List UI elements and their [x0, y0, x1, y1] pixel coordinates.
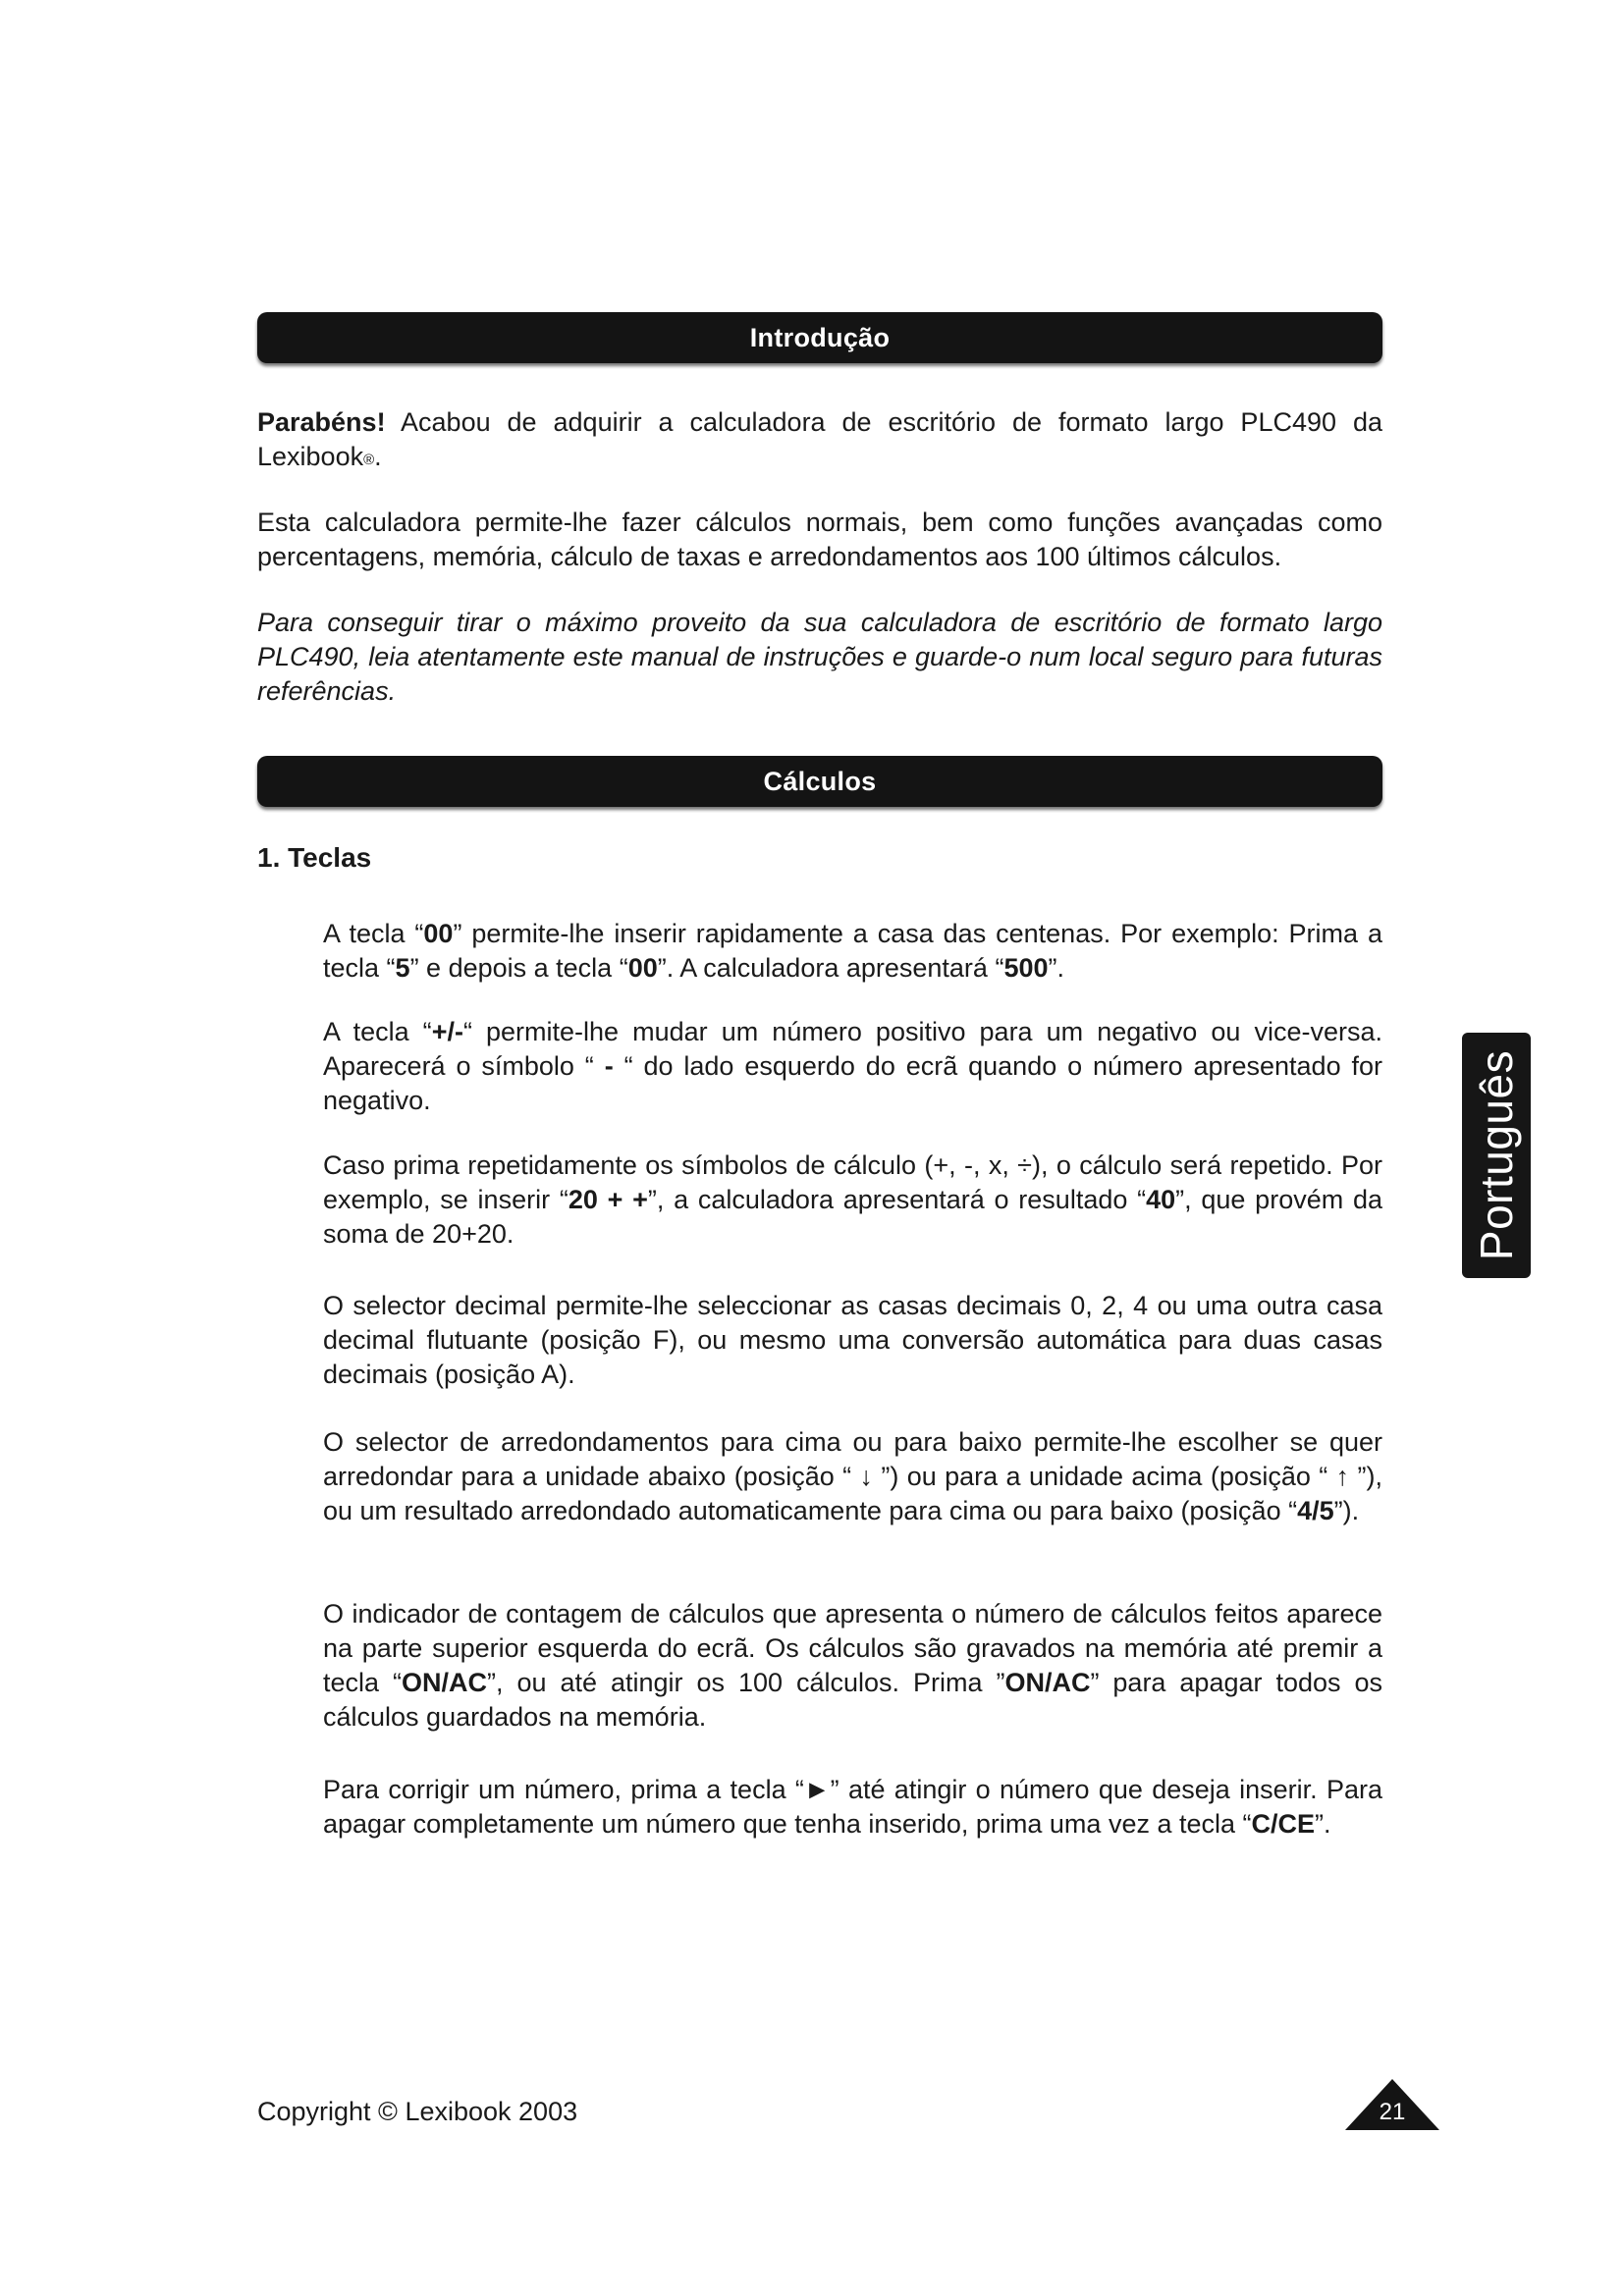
section-header-calculos	[257, 756, 1382, 807]
intro-paragraph-3: Para conseguir tirar o máximo proveito da sua calculadora de escritório de formato largo PLC490, leia atentamente este manual de instruções e guarde-o num local seguro para futuras referências.	[257, 608, 1382, 706]
intro-paragraph-1	[257, 405, 1382, 477]
keys-paragraph-5: O selector de arredondamentos para cima ou para baixo permite-lhe escolher se quer arredondar para a unidade abaixo (posição “ ↓ ”) ou para a unidade acima (posição “ ↑ ”), ou um resultado arredondado automaticamente para cima ou para baixo (posição “4/5”).	[323, 1427, 1382, 1525]
section-title: Cálculos	[763, 766, 877, 796]
intro-end: .	[374, 442, 382, 471]
footer-copyright: Copyright © Lexibook 2003	[257, 2097, 578, 2126]
language-tab	[1462, 1033, 1531, 1278]
keys-paragraph-7: Para corrigir um número, prima a tecla “►” até atingir o número que deseja inserir. Para apagar completamente um número que tenha inserido, prima uma vez a tecla “C/CE”.	[323, 1775, 1383, 1839]
subheading-teclas: 1. Teclas	[257, 842, 372, 873]
language-label: Português	[1471, 1049, 1522, 1261]
keys-paragraph-4: O selector decimal permite-lhe seleccionar as casas decimais 0, 2, 4 ou uma outra casa decimal flutuante (posição F), ou mesmo uma conversão automática para duas casas decimais (posição A).	[323, 1291, 1382, 1389]
section-title: Introdução	[749, 322, 891, 352]
intro-paragraph-2: Esta calculadora permite-lhe fazer cálculos normais, bem como funções avançadas como percentagens, memória, cálculo de taxas e arredondamentos aos 100 últimos cálculos.	[257, 507, 1382, 571]
intro-text: Acabou de adquirir a calculadora de escritório de formato largo PLC490 da Lexibook	[257, 407, 1382, 471]
registered-mark: ®	[363, 452, 375, 468]
keys-paragraph-6: O indicador de contagem de cálculos que apresenta o número de cálculos feitos aparece na parte superior esquerda do ecrã. Os cálculos são gravados na memória até premir a tecla “ON/AC”, ou até atingir os 100 cálculos. Prima ”ON/AC” para apagar todos os cálculos guardados na memória.	[323, 1599, 1382, 1732]
keys-paragraph-1: A tecla “00” permite-lhe inserir rapidamente a casa das centenas. Por exemplo: Prima a tecla “5” e depois a tecla “00”. A calculadora apresentará “500”.	[323, 919, 1382, 983]
page-number-badge	[1345, 2079, 1439, 2130]
intro-greeting: Parabéns!	[257, 407, 386, 437]
section-header-introducao	[257, 312, 1382, 363]
page-number: 21	[1379, 2099, 1406, 2125]
keys-paragraph-3: Caso prima repetidamente os símbolos de cálculo (+, -, x, ÷), o cálculo será repetido. Por exemplo, se inserir “20 + +”, a calculadora apresentará o resultado “40”, que provém da soma de 20+20.	[323, 1150, 1382, 1249]
keys-paragraph-2: A tecla “+/-“ permite-lhe mudar um número positivo para um negativo ou vice-versa. Aparecerá o símbolo “ - “ do lado esquerdo do ecrã quando o número apresentado for negativo.	[323, 1017, 1382, 1115]
